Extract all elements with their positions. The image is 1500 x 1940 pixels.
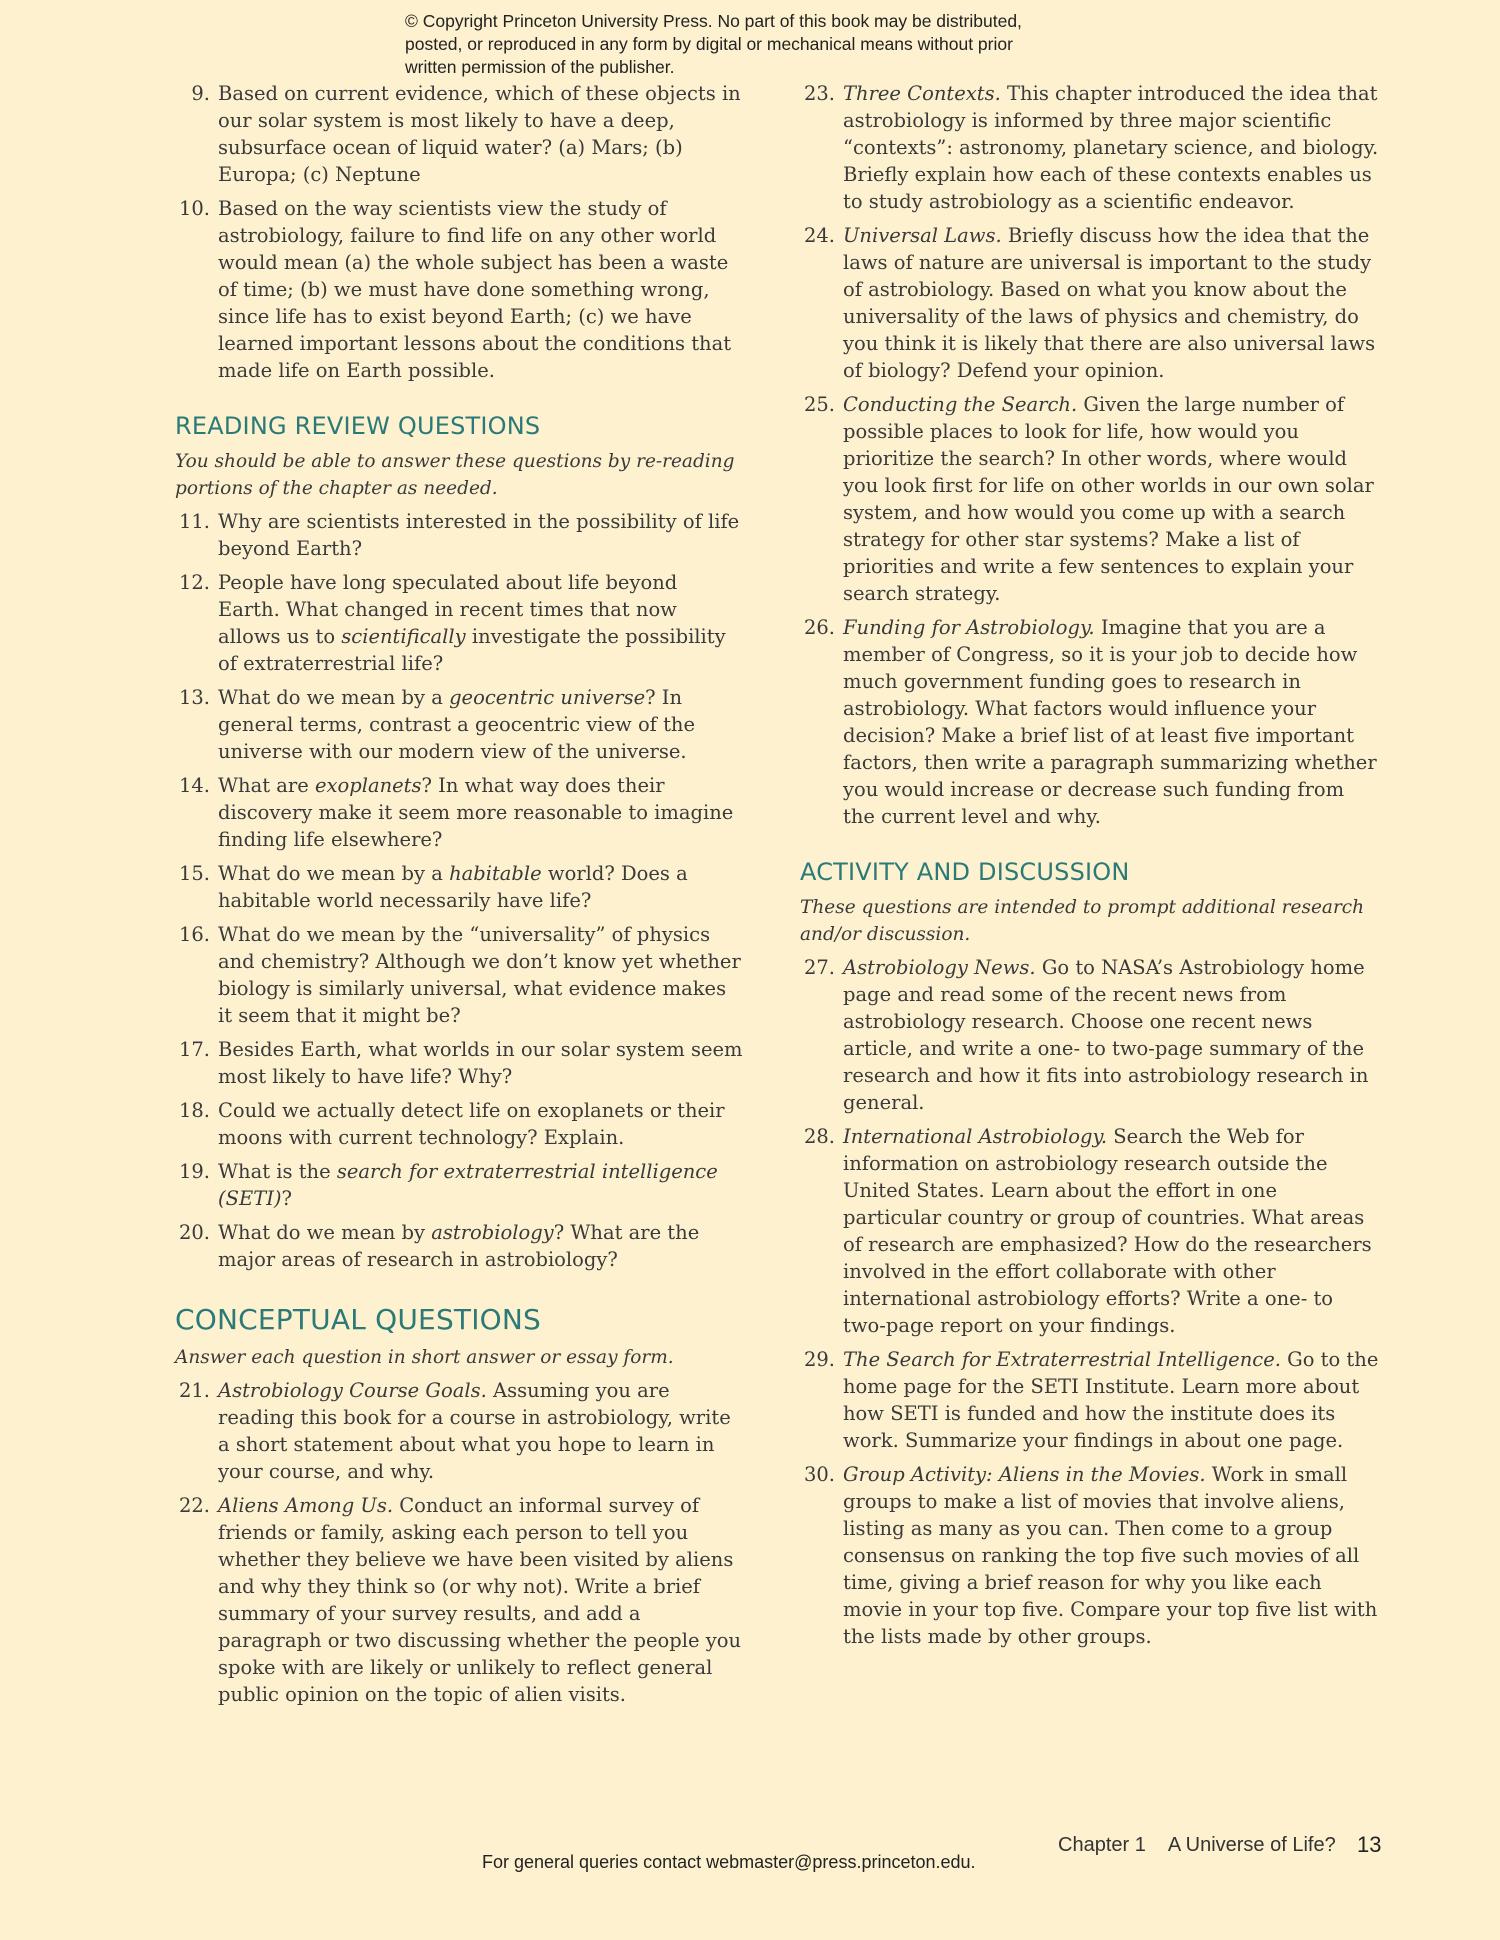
question-title: Group Activity: Aliens in the Movies. <box>843 1463 1206 1486</box>
question-text: Conduct an informal survey of friends or family, asking each person to tell you whether they believe we have been visited by aliens and why they think so (or why not). Write a brief summary of your survey results, and add a paragraph or two discussing whether the people you spoke with are likely or unlikely to reflect general public opinion on the topic of alien visits. <box>218 1494 742 1706</box>
question-number: 20. <box>178 1221 210 1244</box>
question-number: 13. <box>178 686 210 709</box>
question-28 <box>795 1123 1380 1339</box>
question-title: Funding for Astrobiology. <box>843 616 1095 639</box>
question-emphasis: geocentric universe <box>449 686 646 709</box>
copyright-notice: © Copyright Princeton University Press. No part of this book may be distributed, posted, or reproduced in any form by digital or mechanical means without prior written permission of the publisher. <box>405 11 1022 77</box>
question-text: Go to NASA’s Astrobiology home page and read some of the recent news from astrobiology research. Choose one recent news article, and write a one- to two-page summary of the research and how it fits into astrobiology research in general. <box>843 956 1369 1114</box>
question-number: 17. <box>178 1038 210 1061</box>
question-number: 26. <box>803 616 835 639</box>
question-text: This chapter introduced the idea that astrobiology is informed by three major scientific “contexts”: astronomy, planetary science, and biology. Briefly explain how each of these contexts enables us to study astrobiology as a scientific endeavor. <box>843 82 1379 213</box>
question-text: What do we mean by <box>218 1221 432 1244</box>
question-text: Go to the home page for the SETI Institute. Learn more about how SETI is funded and how the institute does its work. Summarize your findings in about one page. <box>843 1348 1379 1452</box>
question-text: Assuming you are reading this book for a course in astrobiology, write a short statement about what you hope to learn in your course, and why. <box>218 1379 731 1483</box>
question-22 <box>170 1492 745 1708</box>
question-text: Based on current evidence, which of these objects in our solar system is most likely to have a deep, subsurface ocean of liquid water? (a) Mars; (b) Europa; (c) Neptune <box>218 82 741 186</box>
question-24 <box>795 222 1380 384</box>
question-number: 27. <box>803 956 835 979</box>
question-number: 16. <box>178 923 210 946</box>
page-number: 13 <box>1357 1832 1382 1857</box>
question-number: 23. <box>803 82 835 105</box>
question-19 <box>170 1158 745 1212</box>
question-9 <box>170 80 745 188</box>
question-text: investigate the possibility of extraterrestrial life? <box>218 625 726 675</box>
question-17 <box>170 1036 745 1090</box>
activity-intro: These questions are intended to prompt additional research and/or discussion. <box>800 897 1365 945</box>
question-emphasis: habitable <box>449 862 542 885</box>
question-20 <box>170 1219 745 1273</box>
question-12 <box>170 569 745 677</box>
question-text: What do we mean by a <box>218 686 450 709</box>
question-emphasis: scientifically <box>341 625 466 648</box>
question-text: What do we mean by a <box>218 862 450 885</box>
conceptual-heading: CONCEPTUAL QUESTIONS <box>175 1303 542 1336</box>
question-23 <box>795 80 1380 215</box>
question-number: 11. <box>178 510 210 533</box>
question-text: Could we actually detect life on exoplanets or their moons with current technology? Explain. <box>218 1099 725 1149</box>
conceptual-intro: Answer each question in short answer or essay form. <box>175 1347 674 1368</box>
question-emphasis: exoplanets <box>314 774 422 797</box>
reading-review-intro: You should be able to answer these questions by re-reading portions of the chapter as needed. <box>175 451 735 499</box>
question-text: What are <box>218 774 315 797</box>
question-number: 25. <box>803 393 835 416</box>
question-title: Three Contexts. <box>843 82 1001 105</box>
question-14 <box>170 772 745 853</box>
question-emphasis: astrobiology <box>431 1221 554 1244</box>
right-column <box>795 80 1380 1657</box>
question-title: International Astrobiology. <box>843 1125 1108 1148</box>
question-number: 22. <box>178 1494 210 1517</box>
question-number: 28. <box>803 1125 835 1148</box>
running-footer <box>1058 1834 1358 1857</box>
question-27 <box>795 954 1380 1116</box>
reading-review-heading: READING REVIEW QUESTIONS <box>175 412 541 440</box>
question-15 <box>170 860 745 914</box>
question-number: 19. <box>178 1160 210 1183</box>
question-title: Astrobiology Course Goals. <box>218 1379 487 1402</box>
question-18 <box>170 1097 745 1151</box>
question-text: ? In general terms, contrast a geocentric view of the universe with our modern view of the universe. <box>218 686 696 763</box>
question-29 <box>795 1346 1380 1454</box>
question-number: 21. <box>178 1379 210 1402</box>
question-number: 10. <box>178 197 210 220</box>
question-text: Besides Earth, what worlds in our solar system seem most likely to have life? Why? <box>218 1038 743 1088</box>
question-number: 12. <box>178 571 210 594</box>
question-number: 29. <box>803 1348 835 1371</box>
question-text: ? <box>281 1187 292 1210</box>
question-text: What do we mean by the “universality” of physics and chemistry? Although we don’t know yet whether biology is similarly universal, what evidence makes it seem that it might be? <box>218 923 741 1027</box>
activity-heading: ACTIVITY AND DISCUSSION <box>800 858 1130 886</box>
question-title: Universal Laws. <box>843 224 1002 247</box>
question-text: ? What are the major areas of research in astrobiology? <box>218 1221 700 1271</box>
question-text: ? In what way does their discovery make it seem more reasonable to imagine finding life elsewhere? <box>218 774 734 851</box>
question-number: 18. <box>178 1099 210 1122</box>
question-text: What is the <box>218 1160 337 1183</box>
question-title: Aliens Among Us. <box>218 1494 394 1517</box>
question-26 <box>795 614 1380 830</box>
question-number: 9. <box>191 82 210 105</box>
question-10 <box>170 195 745 384</box>
question-text: People have long speculated about life beyond Earth. What changed in recent times that now allows us to <box>218 571 678 648</box>
question-30 <box>795 1461 1380 1650</box>
question-21 <box>170 1377 745 1485</box>
question-title: Astrobiology News. <box>843 956 1036 979</box>
question-number: 30. <box>803 1463 835 1486</box>
question-11 <box>170 508 745 562</box>
chapter-title: A Universe of Life? <box>1167 1834 1336 1856</box>
question-text: Why are scientists interested in the possibility of life beyond Earth? <box>218 510 740 560</box>
question-text: Imagine that you are a member of Congress, so it is your job to decide how much government funding goes to research in astrobiology. What factors would influence your decision? Make a brief list of at least five important factors, then write a paragraph summarizing whether you would increase or decrease such funding from the current level and why. <box>843 616 1377 828</box>
question-text: Search the Web for information on astrobiology research outside the United States. Learn about the effort in one particular country or group of countries. What areas of research are emphasized? How do the researchers involved in the effort collaborate with other international astrobiology efforts? Write a one- to two-page report on your findings. <box>843 1125 1372 1337</box>
question-text: Given the large number of possible places to look for life, how would you prioritize the search? In other words, where would you look first for life on other worlds in our own solar system, and how would you come up with a search strategy for other star systems? Make a list of priorities and write a few sentences to explain your search strategy. <box>843 393 1374 605</box>
left-column <box>170 80 745 1715</box>
question-number: 15. <box>178 862 210 885</box>
question-number: 24. <box>803 224 835 247</box>
question-text: Work in small groups to make a list of movies that involve aliens, listing as many as you can. Then come to a group consensus on ranking the top five such movies of all time, giving a brief reason for why you like each movie in your top five. Compare your top five list with the lists made by other groups. <box>843 1463 1378 1648</box>
question-text: Based on the way scientists view the study of astrobiology, failure to find life on any other world would mean (a) the whole subject has been a waste of time; (b) we must have done something wrong, since life has to exist beyond Earth; (c) we have learned important lessons about the conditions that made life on Earth possible. <box>218 197 732 382</box>
question-25 <box>795 391 1380 607</box>
question-number: 14. <box>178 774 210 797</box>
question-text: Briefly discuss how the idea that the laws of nature are universal is important to the study of astrobiology. Based on what you know about the universality of the laws of physics and chemistry, do you think it is likely that there are also universal laws of biology? Defend your opinion. <box>843 224 1376 382</box>
question-title: The Search for Extraterrestrial Intelligence. <box>843 1348 1281 1371</box>
question-text: world? Does a habitable world necessarily have life? <box>218 862 688 912</box>
chapter-label: Chapter 1 <box>1058 1834 1146 1856</box>
question-16 <box>170 921 745 1029</box>
question-title: Conducting the Search. <box>843 393 1078 416</box>
question-emphasis: search for extraterrestrial intelligence (SETI) <box>218 1160 718 1210</box>
footer-contact: For general queries contact webmaster@press.princeton.edu. <box>482 1852 976 1872</box>
question-13 <box>170 684 745 765</box>
